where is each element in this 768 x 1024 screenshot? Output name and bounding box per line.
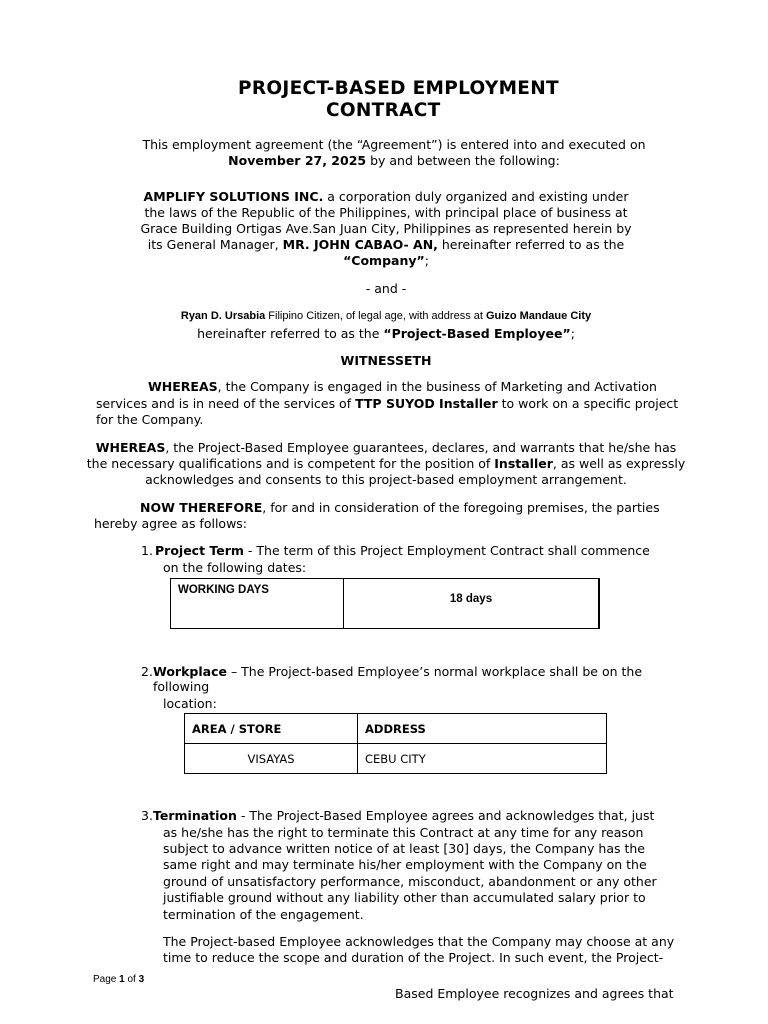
page-number: Page 1 of 3 bbox=[93, 974, 145, 985]
item2-line2: following bbox=[153, 679, 210, 694]
now-therefore-line2: hereby agree as follows: bbox=[94, 516, 248, 531]
whereas1-line3: for the Company. bbox=[96, 412, 204, 427]
company-alias: “Company”; bbox=[343, 253, 429, 268]
item3-para2-line1: The Project-based Employee acknowledges that the Company may choose at any bbox=[163, 934, 675, 949]
position-name: Installer bbox=[494, 456, 553, 471]
and-separator: - and - bbox=[365, 281, 407, 296]
whereas2-line1: WHEREAS, the Project-Based Employee guarantees, declares, and warrants that he/she has bbox=[95, 440, 677, 455]
company-line1: AMPLIFY SOLUTIONS INC. a corporation duly organized and existing under bbox=[143, 189, 629, 204]
company-name: AMPLIFY SOLUTIONS INC. bbox=[143, 189, 324, 204]
contract-date: November 27, 2025 bbox=[228, 153, 367, 168]
item2-number: 2. bbox=[141, 664, 153, 679]
whereas1-line1: WHEREAS, the Company is engaged in the business of Marketing and Activation bbox=[148, 379, 657, 394]
workplace-header-area: AREA / STORE bbox=[185, 714, 358, 744]
table-row bbox=[185, 744, 607, 774]
company-line2: the laws of the Republic of the Philippines, with principal place of business at bbox=[144, 205, 628, 220]
item1-heading: Project Term bbox=[155, 543, 244, 558]
witnesseth-heading: WITNESSETH bbox=[340, 353, 432, 368]
whereas2-line3: acknowledges and consents to this project-based employment arrangement. bbox=[145, 472, 627, 487]
whereas1-line2: services and is in need of the services of TTP SUYOD Installer to work on a specific project bbox=[96, 396, 679, 411]
item3-line3: subject to advance written notice of at least [30] days, the Company has the bbox=[163, 841, 645, 856]
employee-line1: Ryan D. Ursabia Filipino Citizen, of legal age, with address at Guizo Mandaue City bbox=[180, 310, 592, 322]
continued-text: Based Employee recognizes and agrees that bbox=[395, 986, 674, 1001]
company-line3: Grace Building Ortigas Ave.San Juan City, Philippines as represented herein by bbox=[140, 221, 632, 236]
service-role: TTP SUYOD Installer bbox=[355, 396, 498, 411]
workplace-area: VISAYAS bbox=[185, 744, 358, 774]
workplace-table bbox=[184, 713, 607, 774]
company-line4: its General Manager, MR. JOHN CABAO- AN, hereinafter referred to as the bbox=[147, 237, 625, 252]
intro-line1: This employment agreement (the “Agreement”) is entered into and executed on bbox=[142, 137, 646, 152]
item2-line1: Workplace – The Project-based Employee’s normal workplace shall be on the bbox=[153, 664, 643, 679]
item3-number: 3. bbox=[141, 808, 153, 823]
employee-address: Guizo Mandaue City bbox=[485, 310, 592, 322]
working-days-table bbox=[170, 578, 600, 629]
item3-line5: ground of unsatisfactory performance, misconduct, abandonment or any other bbox=[163, 874, 657, 889]
item2-heading: Workplace bbox=[153, 664, 227, 679]
employee-line2: hereinafter referred to as the “Project-Based Employee”; bbox=[197, 326, 575, 341]
item3-line2: as he/she has the right to terminate this Contract at any time for any reason bbox=[163, 825, 644, 840]
item2-line3: location: bbox=[163, 696, 217, 711]
workplace-address: CEBU CITY bbox=[358, 744, 607, 774]
item1-number: 1. bbox=[141, 543, 153, 558]
document-title-line2: CONTRACT bbox=[326, 100, 441, 121]
item3-line6: justifiable ground without any liability other than accumulated salary prior to bbox=[163, 890, 646, 905]
employee-name: Ryan D. Ursabia bbox=[180, 310, 266, 322]
document-title-line1: PROJECT-BASED EMPLOYMENT bbox=[238, 78, 559, 99]
item3-para2-line2: time to reduce the scope and duration of the Project. In such event, the Project- bbox=[163, 950, 664, 965]
item3-line1: Termination - The Project-Based Employee agrees and acknowledges that, just bbox=[153, 808, 655, 823]
working-days-label: WORKING DAYS bbox=[171, 579, 344, 629]
item1-line1: Project Term - The term of this Project Employment Contract shall commence bbox=[155, 543, 650, 558]
working-days-value: 18 days bbox=[344, 579, 600, 629]
general-manager-name: MR. JOHN CABAO- AN, bbox=[282, 237, 438, 252]
intro-line2: November 27, 2025 by and between the following: bbox=[228, 153, 560, 168]
item3-line4: same right and may terminate his/her employment with the Company on the bbox=[163, 857, 647, 872]
item3-line7: termination of the engagement. bbox=[163, 907, 364, 922]
item1-line2: on the following dates: bbox=[163, 560, 307, 575]
workplace-header-address: ADDRESS bbox=[358, 714, 607, 744]
now-therefore-line1: NOW THEREFORE, for and in consideration of the foregoing premises, the parties bbox=[140, 500, 660, 515]
item3-heading: Termination bbox=[153, 808, 237, 823]
whereas2-line2: the necessary qualifications and is competent for the position of Installer, as well as expressly bbox=[86, 456, 686, 471]
